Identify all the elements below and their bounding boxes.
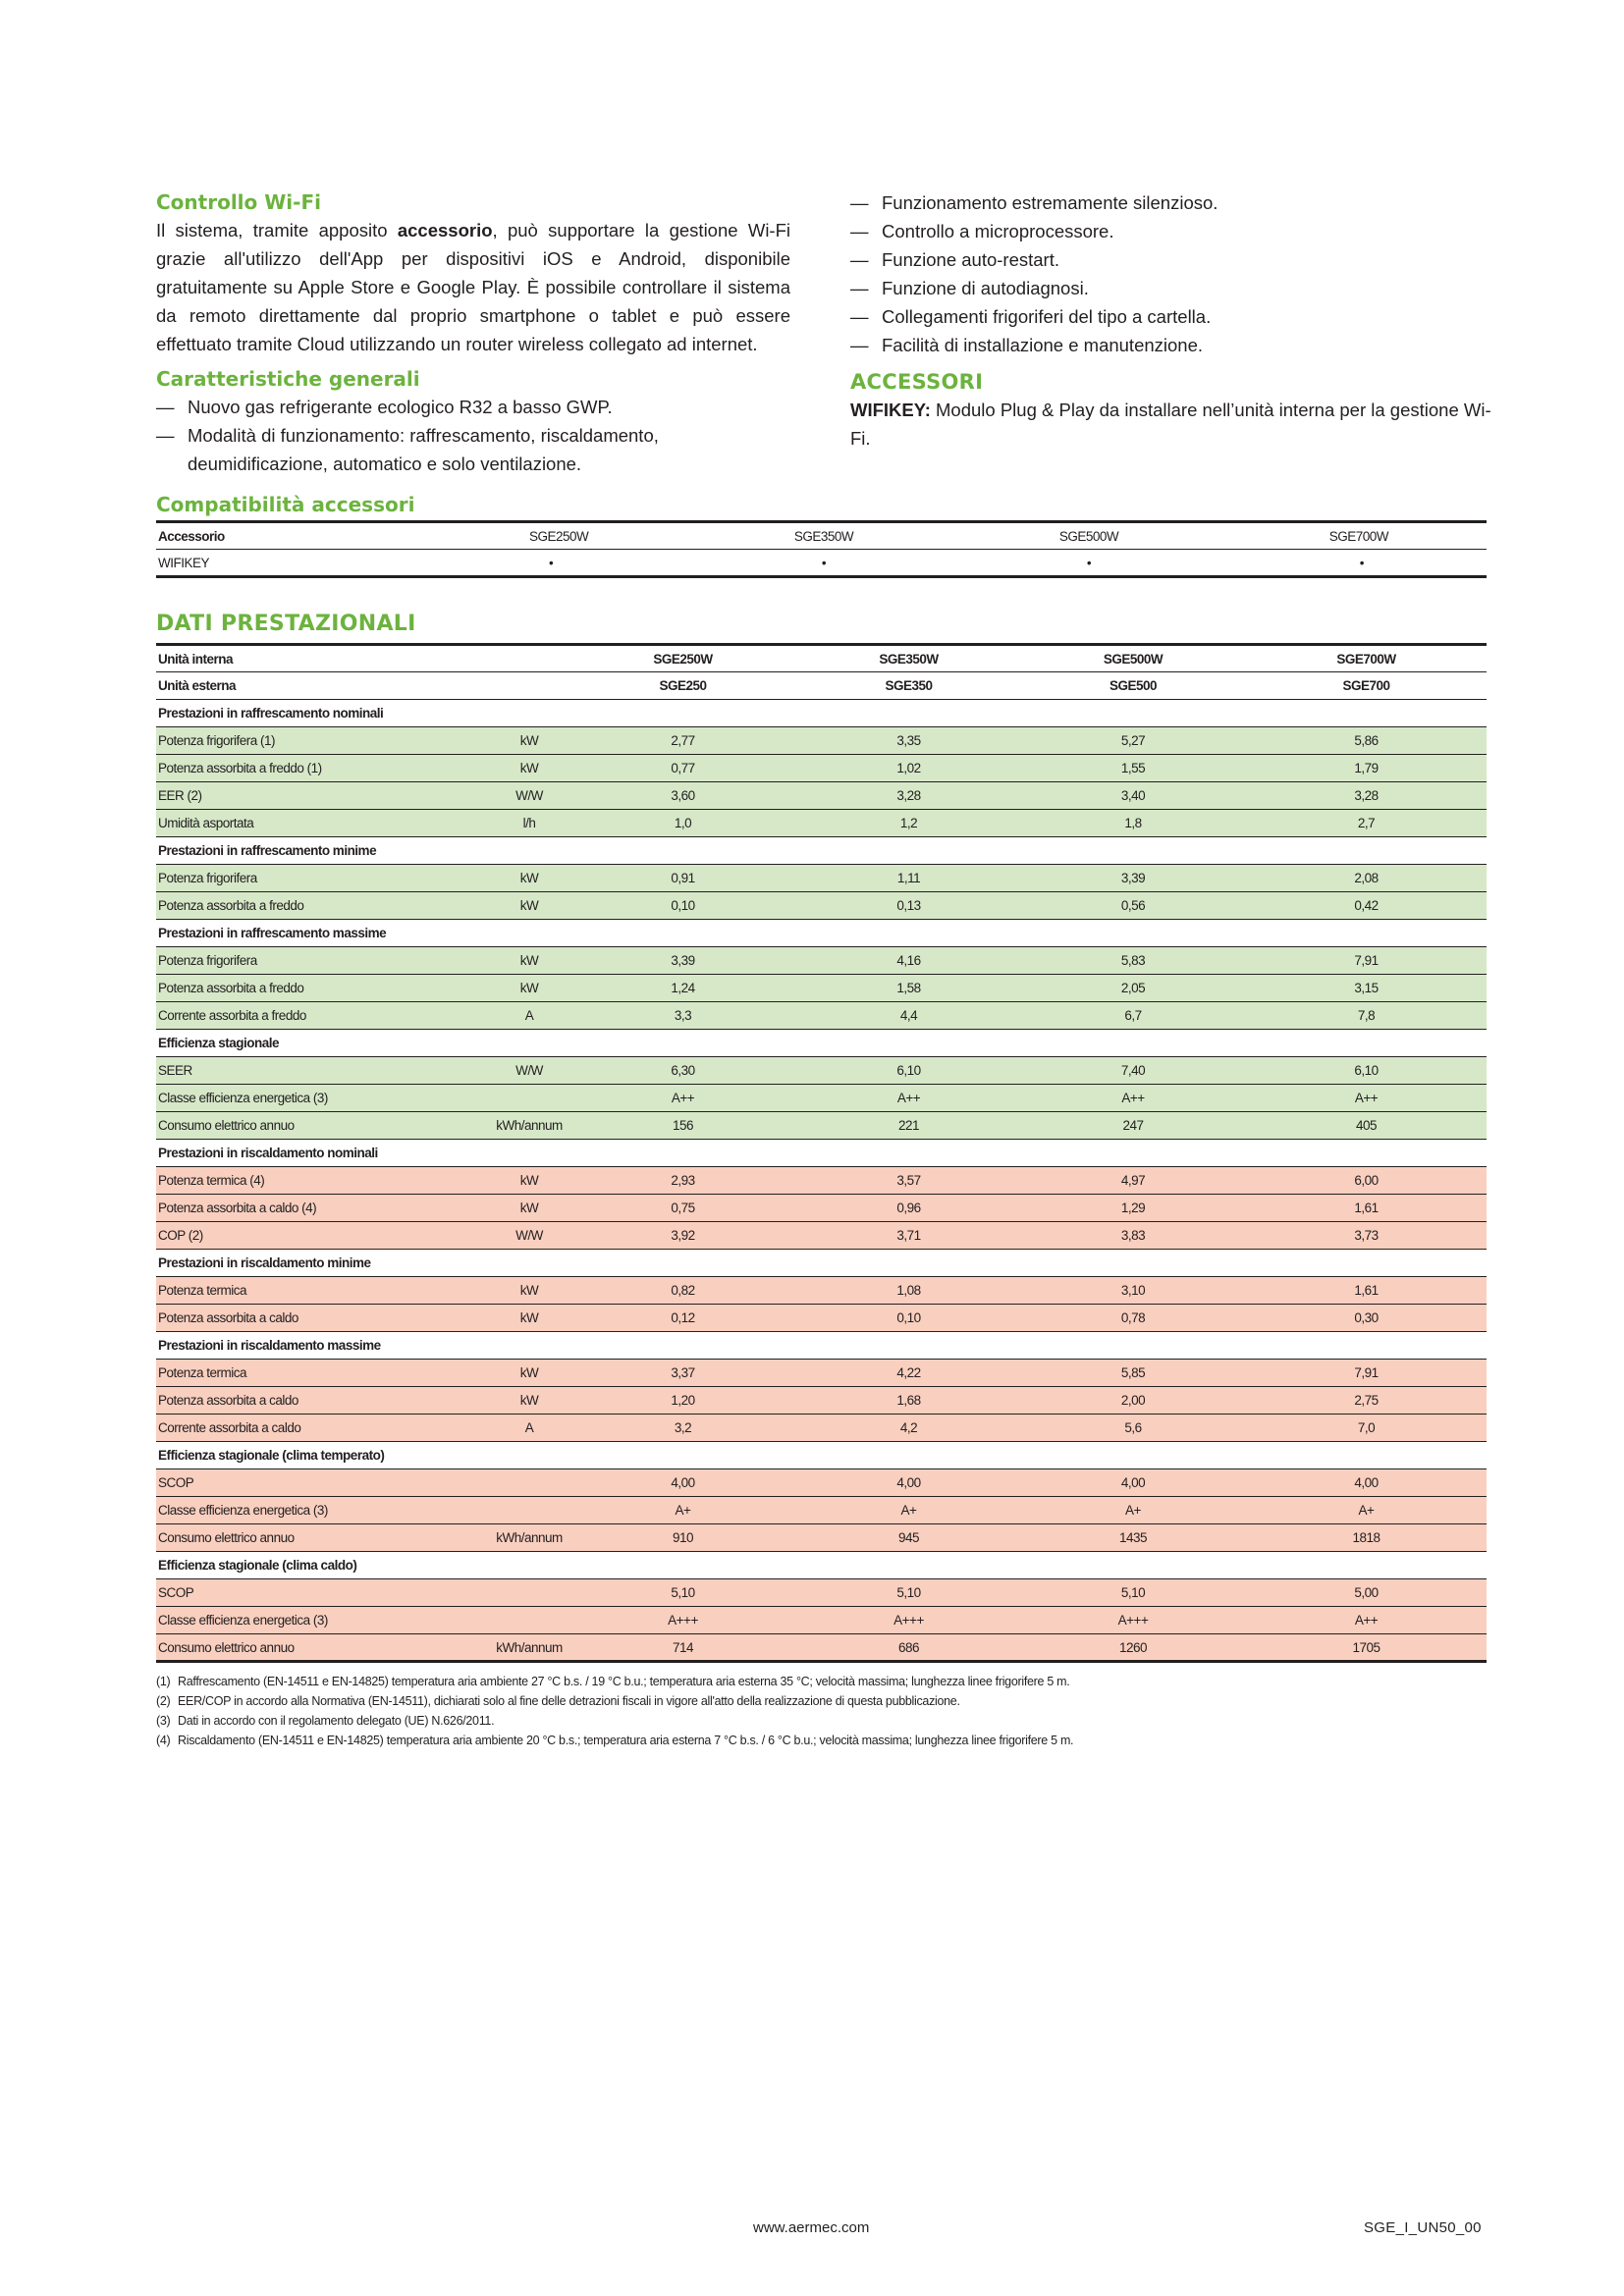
header-cell: SGE350 — [885, 678, 933, 693]
row-value: 6,10 — [797, 1057, 1020, 1085]
row-value: 247 — [1020, 1112, 1246, 1140]
row-unit — [490, 1085, 568, 1112]
compat-header-cell: SGE350W — [793, 528, 854, 544]
group-header-row — [156, 700, 1487, 727]
wifikey-text: Modulo Plug & Play da installare nell’unità interna per la gestione Wi-Fi. — [850, 400, 1491, 449]
row-value: 686 — [797, 1634, 1020, 1662]
row-value: 7,40 — [1020, 1057, 1246, 1085]
row-label: EER (2) — [156, 782, 490, 810]
wifikey-label: WIFIKEY: — [850, 400, 931, 420]
row-value: 3,92 — [568, 1222, 797, 1250]
header-cell: SGE700W — [1336, 651, 1396, 667]
row-label: SEER — [156, 1057, 490, 1085]
group-header-row — [156, 1030, 1487, 1057]
row-value: 4,00 — [1246, 1469, 1487, 1497]
table-row — [156, 1057, 1487, 1085]
row-unit: kWh/annum — [490, 1634, 568, 1662]
group-header-row — [156, 1250, 1487, 1277]
row-unit: kW — [490, 892, 568, 920]
row-label: Consumo elettrico annuo — [156, 1524, 490, 1552]
table-row — [156, 1497, 1487, 1524]
row-label: Classe efficienza energetica (3) — [156, 1085, 490, 1112]
row-value: 3,71 — [797, 1222, 1020, 1250]
row-value: 3,28 — [1246, 782, 1487, 810]
row-value: A+ — [568, 1497, 797, 1524]
row-label: COP (2) — [156, 1222, 490, 1250]
row-unit: kW — [490, 1387, 568, 1415]
group-header-row — [156, 1552, 1487, 1579]
row-label: Potenza frigorifera — [156, 865, 490, 892]
compat-cell: • — [821, 555, 827, 570]
row-value: 0,78 — [1020, 1305, 1246, 1332]
row-value: 221 — [797, 1112, 1020, 1140]
row-label: Umidità asportata — [156, 810, 490, 837]
row-value: A++ — [568, 1085, 797, 1112]
row-label: Consumo elettrico annuo — [156, 1112, 490, 1140]
header-cell: SGE250 — [659, 678, 707, 693]
table-row — [156, 727, 1487, 755]
row-unit: kW — [490, 727, 568, 755]
row-value: A+++ — [797, 1607, 1020, 1634]
footnote: (1) Raffrescamento (EN-14511 e EN-14825) temperatura aria ambiente 27 °C b.s. / 19 °C b.u.; temperatura aria esterna 35 °C; velocità massima; lunghezza linee frigorifere 5 m. — [156, 1675, 1070, 1688]
row-label: Potenza assorbita a freddo — [156, 975, 490, 1002]
row-label: SCOP — [156, 1579, 490, 1607]
compat-section-title: Compatibilità accessori — [156, 493, 415, 516]
row-value: 1,02 — [797, 755, 1020, 782]
table-row — [156, 1415, 1487, 1442]
compat-cell: • — [1086, 555, 1092, 570]
group-title: Prestazioni in riscaldamento minime — [156, 1250, 1487, 1277]
row-value: 1,20 — [568, 1387, 797, 1415]
row-value: 0,12 — [568, 1305, 797, 1332]
row-unit: A — [490, 1415, 568, 1442]
row-unit: kW — [490, 975, 568, 1002]
table-row — [156, 782, 1487, 810]
footnote: (4) Riscaldamento (EN-14511 e EN-14825) temperatura aria ambiente 20 °C b.s.; temperatura aria esterna 7 °C b.s. / 6 °C b.u.; velocità massima; lunghezza linee frigorifere 5 m. — [156, 1734, 1074, 1747]
row-value: A+ — [1246, 1497, 1487, 1524]
row-value: 1,8 — [1020, 810, 1246, 837]
row-label: Potenza assorbita a caldo — [156, 1305, 490, 1332]
row-value: 0,10 — [797, 1305, 1020, 1332]
table-row — [156, 1387, 1487, 1415]
perf-section-title: DATI PRESTAZIONALI — [156, 612, 416, 636]
row-unit: kW — [490, 755, 568, 782]
row-label: Potenza assorbita a caldo — [156, 1387, 490, 1415]
row-value: 5,85 — [1020, 1360, 1246, 1387]
table-row — [156, 1167, 1487, 1195]
table-row — [156, 1524, 1487, 1552]
row-unit: kW — [490, 1305, 568, 1332]
header-cell: SGE700 — [1342, 678, 1390, 693]
row-value: 1260 — [1020, 1634, 1246, 1662]
footnote: (2) EER/COP in accordo alla Normativa (EN-14511), dichiarati solo al fine delle detrazioni fiscali in vigore all'atto della realizzazione di questa pubblicazione. — [156, 1694, 960, 1708]
row-unit: A — [490, 1002, 568, 1030]
list-item: — Funzione auto-restart. — [850, 249, 1059, 270]
row-value: 3,57 — [797, 1167, 1020, 1195]
row-value: 5,83 — [1020, 947, 1246, 975]
compat-header-cell: SGE700W — [1328, 528, 1388, 544]
row-value: 3,10 — [1020, 1277, 1246, 1305]
table-row — [156, 975, 1487, 1002]
row-value: 3,37 — [568, 1360, 797, 1387]
row-value: 1,61 — [1246, 1277, 1487, 1305]
row-value: 5,10 — [797, 1579, 1020, 1607]
row-value: A+++ — [1020, 1607, 1246, 1634]
header-label: Unità esterna — [158, 678, 237, 693]
row-value: 3,3 — [568, 1002, 797, 1030]
table-row — [156, 645, 1487, 672]
row-value: 4,97 — [1020, 1167, 1246, 1195]
row-value: 7,8 — [1246, 1002, 1487, 1030]
table-row — [156, 755, 1487, 782]
row-value: A++ — [1246, 1085, 1487, 1112]
row-label: Classe efficienza energetica (3) — [156, 1607, 490, 1634]
row-value: 4,4 — [797, 1002, 1020, 1030]
row-value: 6,00 — [1246, 1167, 1487, 1195]
compat-cell: • — [549, 555, 554, 570]
row-value: 1,11 — [797, 865, 1020, 892]
row-value: 1818 — [1246, 1524, 1487, 1552]
row-value: 0,42 — [1246, 892, 1487, 920]
row-label: SCOP — [156, 1469, 490, 1497]
performance-table-body — [156, 645, 1487, 1662]
row-unit: kWh/annum — [490, 1112, 568, 1140]
row-value: 3,35 — [797, 727, 1020, 755]
row-value: 0,13 — [797, 892, 1020, 920]
header-label: Unità interna — [158, 651, 234, 667]
group-header-row — [156, 1332, 1487, 1360]
table-row — [156, 865, 1487, 892]
list-item: — Nuovo gas refrigerante ecologico R32 a basso GWP. — [156, 393, 790, 421]
group-header-row — [156, 1140, 1487, 1167]
row-value: 0,82 — [568, 1277, 797, 1305]
row-value: 1,29 — [1020, 1195, 1246, 1222]
row-value: 2,08 — [1246, 865, 1487, 892]
list-item: — Facilità di installazione e manutenzione. — [850, 335, 1204, 355]
row-unit: kWh/annum — [490, 1524, 568, 1552]
row-value: 945 — [797, 1524, 1020, 1552]
wifi-section-title: Controllo Wi-Fi — [156, 190, 321, 214]
row-value: 4,2 — [797, 1415, 1020, 1442]
row-value: 6,10 — [1246, 1057, 1487, 1085]
row-label: Classe efficienza energetica (3) — [156, 1497, 490, 1524]
table-row — [156, 1469, 1487, 1497]
row-value: 3,39 — [568, 947, 797, 975]
wifi-text-after: , può supportare la gestione Wi-Fi grazie all'utilizzo dell'App per dispositivi iOS e Android, disponibile gratuitamente su Apple Store e Google Play. È possibile controllare il sistema da remoto direttamente dal proprio smartphone o tablet e può essere effettuato tramite Cloud utilizzando un router wireless collegato ad internet. — [156, 220, 791, 354]
header-cell: SGE500 — [1109, 678, 1158, 693]
row-value: A++ — [797, 1085, 1020, 1112]
row-value: 156 — [568, 1112, 797, 1140]
row-value: A+++ — [568, 1607, 797, 1634]
wifi-description — [156, 216, 790, 358]
row-value: 0,91 — [568, 865, 797, 892]
list-item: — Funzionamento estremamente silenzioso. — [850, 192, 1218, 213]
row-value: A++ — [1020, 1085, 1246, 1112]
compat-table — [156, 520, 1487, 578]
row-label: Potenza assorbita a freddo — [156, 892, 490, 920]
row-value: 7,0 — [1246, 1415, 1487, 1442]
row-value: 4,00 — [568, 1469, 797, 1497]
row-value: 6,7 — [1020, 1002, 1246, 1030]
table-row — [156, 1222, 1487, 1250]
group-title: Efficienza stagionale (clima temperato) — [156, 1442, 1487, 1469]
row-unit: kW — [490, 1195, 568, 1222]
row-value: A++ — [1246, 1607, 1487, 1634]
list-item: — Collegamenti frigoriferi del tipo a cartella. — [850, 306, 1212, 327]
compat-header-cell: Accessorio — [158, 528, 225, 544]
row-value: A+ — [1020, 1497, 1246, 1524]
row-value: 2,75 — [1246, 1387, 1487, 1415]
row-value: 0,30 — [1246, 1305, 1487, 1332]
row-label: Potenza termica (4) — [156, 1167, 490, 1195]
header-cell: SGE250W — [653, 651, 713, 667]
row-value: 0,77 — [568, 755, 797, 782]
row-value: 5,10 — [1020, 1579, 1246, 1607]
table-row — [156, 1579, 1487, 1607]
row-value: 1435 — [1020, 1524, 1246, 1552]
row-unit — [490, 1497, 568, 1524]
row-label: Potenza termica — [156, 1277, 490, 1305]
row-unit: W/W — [490, 1057, 568, 1085]
row-unit — [490, 1607, 568, 1634]
accessori-description — [850, 396, 1498, 453]
row-value: 2,00 — [1020, 1387, 1246, 1415]
row-value: 3,28 — [797, 782, 1020, 810]
table-row — [156, 1607, 1487, 1634]
group-header-row — [156, 1442, 1487, 1469]
list-item: — Funzione di autodiagnosi. — [850, 278, 1089, 298]
row-label: Corrente assorbita a freddo — [156, 1002, 490, 1030]
row-value: 3,60 — [568, 782, 797, 810]
row-unit: l/h — [490, 810, 568, 837]
compat-header-cell: SGE500W — [1058, 528, 1119, 544]
table-row — [156, 1195, 1487, 1222]
row-unit: kW — [490, 1360, 568, 1387]
header-cell: SGE500W — [1103, 651, 1164, 667]
group-title: Prestazioni in raffrescamento nominali — [156, 700, 1487, 727]
dash-bullet: — — [156, 397, 175, 417]
row-label: Potenza termica — [156, 1360, 490, 1387]
table-row — [156, 892, 1487, 920]
footnote: (3) Dati in accordo con il regolamento delegato (UE) N.626/2011. — [156, 1714, 495, 1728]
group-title: Prestazioni in riscaldamento nominali — [156, 1140, 1487, 1167]
footer-document-code: SGE_I_UN50_00 — [1364, 2219, 1482, 2236]
row-value: 0,56 — [1020, 892, 1246, 920]
row-value: 0,10 — [568, 892, 797, 920]
group-header-row — [156, 920, 1487, 947]
row-label: Potenza assorbita a freddo (1) — [156, 755, 490, 782]
footer-website-link[interactable]: www.aermec.com — [753, 2219, 870, 2236]
row-value: 5,00 — [1246, 1579, 1487, 1607]
row-value: 2,05 — [1020, 975, 1246, 1002]
group-title: Efficienza stagionale (clima caldo) — [156, 1552, 1487, 1579]
row-value: 1,08 — [797, 1277, 1020, 1305]
row-label: Consumo elettrico annuo — [156, 1634, 490, 1662]
row-value: 5,86 — [1246, 727, 1487, 755]
compat-header-cell: SGE250W — [529, 528, 589, 544]
group-title: Prestazioni in raffrescamento massime — [156, 920, 1487, 947]
row-value: 2,93 — [568, 1167, 797, 1195]
dash-bullet: — — [156, 425, 175, 446]
row-label: Potenza frigorifera — [156, 947, 490, 975]
row-value: 714 — [568, 1634, 797, 1662]
footnotes — [156, 1672, 1073, 1750]
row-value: 7,91 — [1246, 947, 1487, 975]
row-value: 1,0 — [568, 810, 797, 837]
table-row — [156, 550, 1487, 577]
compat-cell: WIFIKEY — [158, 555, 210, 570]
row-value: 5,6 — [1020, 1415, 1246, 1442]
list-item: — Modalità di funzionamento: raffrescamento, riscaldamento, deumidificazione, automatico e solo ventilazione. — [156, 421, 790, 478]
row-label: Potenza assorbita a caldo (4) — [156, 1195, 490, 1222]
row-value: 1,24 — [568, 975, 797, 1002]
row-value: 1,68 — [797, 1387, 1020, 1415]
accessori-section-title: ACCESSORI — [850, 370, 984, 394]
row-value: 1705 — [1246, 1634, 1487, 1662]
row-unit: W/W — [490, 1222, 568, 1250]
row-unit: W/W — [490, 782, 568, 810]
row-value: 3,73 — [1246, 1222, 1487, 1250]
row-value: 910 — [568, 1524, 797, 1552]
general-features-list — [156, 393, 790, 478]
general-features-list-continued — [850, 188, 1498, 359]
row-value: 1,61 — [1246, 1195, 1487, 1222]
row-value: 5,27 — [1020, 727, 1246, 755]
row-value: 2,7 — [1246, 810, 1487, 837]
row-unit: kW — [490, 1167, 568, 1195]
performance-table — [156, 643, 1487, 1663]
row-value: 1,58 — [797, 975, 1020, 1002]
table-row — [156, 1634, 1487, 1662]
table-row — [156, 1002, 1487, 1030]
row-value: 3,15 — [1246, 975, 1487, 1002]
row-value: 0,75 — [568, 1195, 797, 1222]
wifi-text-bold: accessorio — [397, 220, 493, 240]
header-cell: SGE350W — [879, 651, 939, 667]
list-item: — Controllo a microprocessore. — [850, 221, 1114, 241]
row-value: 3,2 — [568, 1415, 797, 1442]
row-value: 6,30 — [568, 1057, 797, 1085]
row-value: 1,2 — [797, 810, 1020, 837]
row-value: 0,96 — [797, 1195, 1020, 1222]
table-row — [156, 1112, 1487, 1140]
row-value: 4,22 — [797, 1360, 1020, 1387]
left-column — [156, 188, 790, 478]
table-row — [156, 1305, 1487, 1332]
row-value: 5,10 — [568, 1579, 797, 1607]
row-unit: kW — [490, 1277, 568, 1305]
table-row — [156, 672, 1487, 700]
table-row — [156, 1360, 1487, 1387]
group-header-row — [156, 837, 1487, 865]
row-label: Corrente assorbita a caldo — [156, 1415, 490, 1442]
row-value: 1,79 — [1246, 755, 1487, 782]
row-value: 1,55 — [1020, 755, 1246, 782]
row-value: 4,00 — [797, 1469, 1020, 1497]
compat-header-row — [156, 522, 1487, 550]
wifi-text-before: Il sistema, tramite apposito — [156, 220, 398, 240]
row-value: 7,91 — [1246, 1360, 1487, 1387]
row-value: 3,39 — [1020, 865, 1246, 892]
table-row — [156, 1277, 1487, 1305]
row-value: 3,83 — [1020, 1222, 1246, 1250]
group-title: Prestazioni in raffrescamento minime — [156, 837, 1487, 865]
row-value: 3,40 — [1020, 782, 1246, 810]
table-row — [156, 947, 1487, 975]
compat-cell: • — [1359, 555, 1364, 570]
row-label: Potenza frigorifera (1) — [156, 727, 490, 755]
table-row — [156, 810, 1487, 837]
row-unit — [490, 1469, 568, 1497]
row-unit: kW — [490, 947, 568, 975]
row-unit — [490, 1579, 568, 1607]
row-value: 4,16 — [797, 947, 1020, 975]
group-title: Prestazioni in riscaldamento massime — [156, 1332, 1487, 1360]
right-column — [850, 188, 1498, 453]
table-row — [156, 1085, 1487, 1112]
row-unit: kW — [490, 865, 568, 892]
row-value: 405 — [1246, 1112, 1487, 1140]
row-value: 2,77 — [568, 727, 797, 755]
group-title: Efficienza stagionale — [156, 1030, 1487, 1057]
row-value: A+ — [797, 1497, 1020, 1524]
general-section-title: Caratteristiche generali — [156, 367, 420, 391]
row-value: 4,00 — [1020, 1469, 1246, 1497]
